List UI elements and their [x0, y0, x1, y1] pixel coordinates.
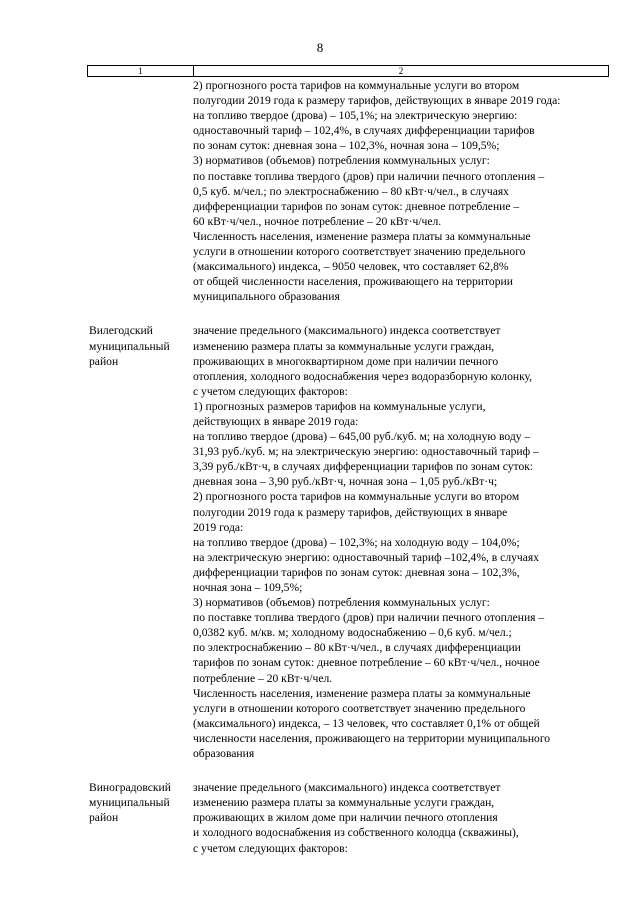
description-line: изменению размера платы за коммунальные услуги граждан, [193, 339, 495, 353]
description-line: услуги в отношении которого соответствует значению предельного [193, 701, 526, 715]
description-line: 60 кВт·ч/чел., ночное потребление – 20 кВт·ч/чел. [193, 214, 442, 228]
description-line: с учетом следующих факторов: [193, 384, 348, 398]
description-line: дневная зона – 3,90 руб./кВт·ч, ночная зона – 1,05 руб./кВт·ч; [193, 475, 498, 489]
description-cell [193, 323, 609, 761]
description-line: 0,0382 куб. м/кв. м; холодному водоснабжению – 0,6 куб. м/чел.; [193, 626, 512, 640]
table-header-col1: 1 [88, 66, 194, 76]
page-number: 8 [316, 40, 324, 55]
description-line: на топливо твердое (дрова) – 105,1%; на электрическую энергию: [193, 109, 518, 123]
description-line: численности населения, проживающего на территории муниципального [193, 731, 551, 745]
table-row [87, 78, 609, 304]
description-line: 3,39 руб./кВт·ч, в случаях дифференциации тарифов по зонам суток: [193, 460, 534, 474]
description-line: на топливо твердое (дрова) – 102,3%; на холодную воду – 104,0%; [193, 535, 520, 549]
description-line: полугодии 2019 года к размеру тарифов, действующих в январе [193, 505, 508, 519]
description-line: 31,93 руб./куб. м; на электрическую энергию: одноставочный тариф – [193, 445, 539, 459]
description-line: проживающих в многоквартирном доме при наличии печного [193, 354, 499, 368]
description-line: дифференциации тарифов по зонам суток: дневное потребление – [193, 199, 520, 213]
table-row [87, 780, 609, 855]
description-line: по поставке топлива твердого (дров) при наличии печного отопления – [193, 611, 545, 625]
description-cell [193, 78, 609, 304]
district-cell [87, 323, 193, 761]
description-line: изменению размера платы за коммунальные услуги граждан, [193, 796, 495, 810]
description-line: 3) нормативов (объемов) потребления коммунальных услуг: [193, 596, 490, 610]
description-line: (максимального) индекса, – 9050 человек, что составляет 62,8% [193, 260, 509, 274]
description-line: 2) прогнозного роста тарифов на коммунальные услуги во втором [193, 490, 520, 504]
description-line: и холодного водоснабжения из собственного колодца (скважины), [193, 826, 519, 840]
description-line: значение предельного (максимального) индекса соответствует [193, 781, 501, 795]
description-line: 1) прогнозных размеров тарифов на коммунальные услуги, [193, 399, 486, 413]
description-line: 3) нормативов (объемов) потребления коммунальных услуг: [193, 154, 490, 168]
district-name-line: Виноградовский [89, 781, 171, 795]
description-line: дифференциации тарифов по зонам суток: дневная зона – 102,3%, [193, 565, 520, 579]
description-line: ночная зона – 109,5%; [193, 581, 303, 594]
description-line: Численность населения, изменение размера платы за коммунальные [193, 686, 531, 700]
description-line: 2019 года: [193, 520, 244, 534]
description-line: 2) прогнозного роста тарифов на коммунальные услуги во втором [193, 79, 520, 92]
description-line: по зонам суток: дневная зона – 102,3%, ночная зона – 109,5%; [193, 139, 500, 153]
description-line: услуги в отношении которого соответствует значению предельного [193, 245, 526, 259]
table-header [87, 65, 609, 77]
district-name-line: Вилегодский [89, 324, 153, 338]
table-body [87, 78, 609, 856]
district-cell [87, 780, 193, 855]
description-line: с учетом следующих факторов: [193, 841, 348, 855]
description-line: отопления, холодного водоснабжения через водоразборную колонку, [193, 369, 533, 383]
description-line: значение предельного (максимального) индекса соответствует [193, 324, 501, 338]
district-cell [87, 78, 193, 304]
description-line: Численность населения, изменение размера платы за коммунальные [193, 229, 531, 243]
description-line: потребление – 20 кВт·ч/чел. [193, 671, 333, 685]
table-header-col2: 2 [398, 66, 404, 76]
description-line: полугодии 2019 года к размеру тарифов, действующих в январе 2019 года: [193, 94, 561, 108]
district-name-line: муниципальный [89, 339, 170, 353]
district-name-line: муниципальный [89, 796, 170, 810]
description-line: от общей численности населения, проживающего на территории [193, 275, 513, 289]
description-line: (максимального) индекса, – 13 человек, что составляет 0,1% от общей [193, 716, 540, 730]
description-line: действующих в январе 2019 года: [193, 414, 359, 428]
description-line: 0,5 куб. м/чел.; по электроснабжению – 80 кВт·ч/чел., в случаях [193, 184, 509, 198]
description-line: проживающих в жилом доме при наличии печного отопления [193, 811, 498, 825]
description-line: образования [193, 747, 255, 761]
description-line: тарифов по зонам суток: дневное потребление – 60 кВт·ч/чел., ночное [193, 656, 540, 670]
description-line: на электрическую энергию: одноставочный тариф –102,4%, в случаях [193, 550, 540, 564]
description-line: одноставочный тариф – 102,4%, в случаях дифференциации тарифов [193, 124, 535, 138]
district-name-line: район [89, 811, 119, 825]
description-line: муниципального образования [193, 290, 340, 304]
description-line: по поставке топлива твердого (дров) при наличии печного отопления – [193, 169, 545, 183]
description-cell [193, 780, 609, 855]
description-line: на топливо твердое (дрова) – 645,00 руб./куб. м; на холодную воду – [193, 430, 531, 444]
table-row [87, 323, 609, 761]
description-line: по электроснабжению – 80 кВт·ч/чел., в случаях дифференциации [193, 641, 521, 655]
district-name-line: район [89, 354, 119, 368]
